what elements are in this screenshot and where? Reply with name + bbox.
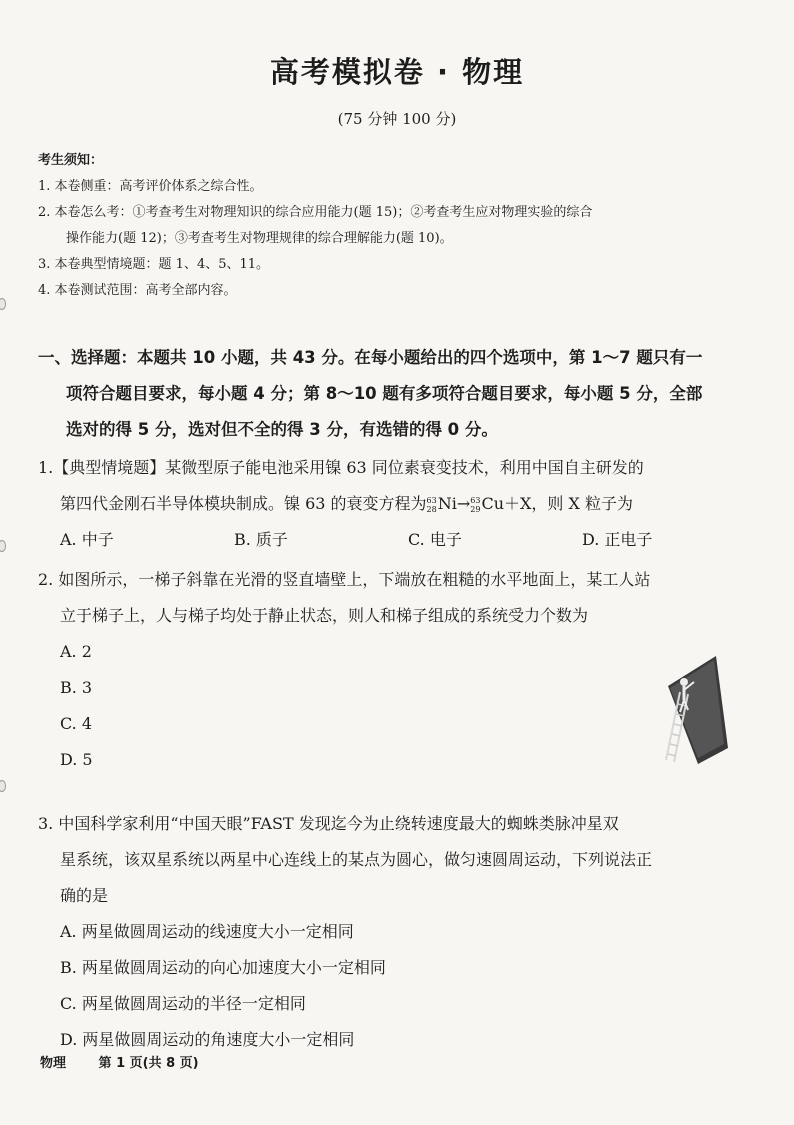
- candidate-notice: [38, 148, 758, 304]
- question-3: [38, 806, 758, 1058]
- page-title: 高考模拟卷 · 物理: [269, 55, 525, 89]
- notice-item: 操作能力(题 12)；③考查考生对物理规律的综合理解能力(题 10)。: [66, 231, 453, 246]
- option-a: A. 2: [60, 642, 92, 661]
- option-b: B. 3: [60, 678, 93, 697]
- footer-page-number: 第 1 页(共 8 页): [98, 1056, 199, 1071]
- binding-hole: [0, 540, 6, 552]
- atomic-number: 29: [470, 504, 481, 514]
- binding-hole: [0, 298, 6, 310]
- notice-item: 4. 本卷测试范围：高考全部内容。: [38, 283, 237, 298]
- question-1: [38, 450, 758, 558]
- atomic-number: 28: [426, 504, 437, 514]
- option-d: D. 5: [60, 750, 93, 769]
- option-b: B. 质子: [234, 530, 288, 549]
- question-text: 立于梯子上，人与梯子均处于静止状态，则人和梯子组成的系统受力个数为: [60, 606, 589, 625]
- question-text: 星系统，该双星系统以两星中心连线上的某点为圆心，做匀速圆周运动，下列说法正: [60, 850, 653, 869]
- question-2: [38, 562, 758, 778]
- notice-item: 1. 本卷侧重：高考评价体系之综合性。: [38, 179, 263, 194]
- option-c: C. 两星做圆周运动的半径一定相同: [60, 994, 306, 1013]
- question-text-part: ＋X，则 X 粒子为: [504, 494, 633, 513]
- element-symbol: Ni: [437, 494, 457, 513]
- mass-number: 63: [470, 495, 481, 505]
- footer-subject: 物理: [40, 1056, 67, 1071]
- notice-item: 3. 本卷典型情境题：题 1、4、5、11。: [38, 257, 270, 272]
- notice-item: 2. 本卷怎么考：①考查考生对物理知识的综合应用能力(题 15)；②考查考生应对物理实验的综合: [38, 205, 593, 220]
- ladder-rail: [666, 692, 680, 760]
- question-text: 3. 中国科学家利用“中国天眼”FAST 发现迄今为止绕转速度最大的蜘蛛类脉冲星双: [38, 814, 619, 833]
- option-c: C. 4: [60, 714, 93, 733]
- notice-heading: 考生须知：: [38, 153, 104, 168]
- page-footer: [40, 1052, 227, 1071]
- option-d: D. 两星做圆周运动的角速度大小一定相同: [60, 1030, 355, 1049]
- section-line: 项符合题目要求，每小题 4 分；第 8～10 题有多项符合题目要求，每小题 5 分，全部: [66, 384, 703, 403]
- mass-number: 63: [426, 495, 437, 505]
- worker-head: [680, 678, 688, 686]
- answer-options: [38, 522, 758, 558]
- question-text-part: 第四代金刚石半导体模块制成。镍 63 的衰变方程为: [60, 494, 427, 513]
- exam-duration-score: (75 分钟 100 分): [337, 110, 457, 128]
- section-line: 一、选择题：本题共 10 小题，共 43 分。在每小题给出的四个选项中，第 1～7 题只有一: [38, 348, 703, 367]
- question-text: [38, 486, 758, 522]
- option-c: C. 电子: [408, 530, 462, 549]
- isotope-cu: [470, 496, 480, 514]
- option-a: A. 两星做圆周运动的线速度大小一定相同: [60, 922, 354, 941]
- element-symbol: Cu: [481, 494, 504, 513]
- question-text: 1.【典型情境题】某微型原子能电池采用镍 63 同位素衰变技术，利用中国自主研发的: [38, 458, 644, 477]
- isotope-ni: [427, 496, 437, 514]
- option-d: D. 正电子: [582, 530, 653, 549]
- section-line: 选对的得 5 分，选对但不全的得 3 分，有选错的得 0 分。: [66, 420, 498, 439]
- question-text: 确的是: [60, 886, 109, 905]
- option-a: A. 中子: [60, 530, 114, 549]
- option-b: B. 两星做圆周运动的向心加速度大小一定相同: [60, 958, 386, 977]
- question-text: 2. 如图所示，一梯子斜靠在光滑的竖直墙壁上，下端放在粗糙的水平地面上，某工人站: [38, 570, 651, 589]
- arrow-icon: →: [456, 494, 471, 513]
- ladder-wall-figure: [658, 652, 730, 764]
- binding-hole: [0, 780, 6, 792]
- section-heading-choice: [38, 340, 758, 448]
